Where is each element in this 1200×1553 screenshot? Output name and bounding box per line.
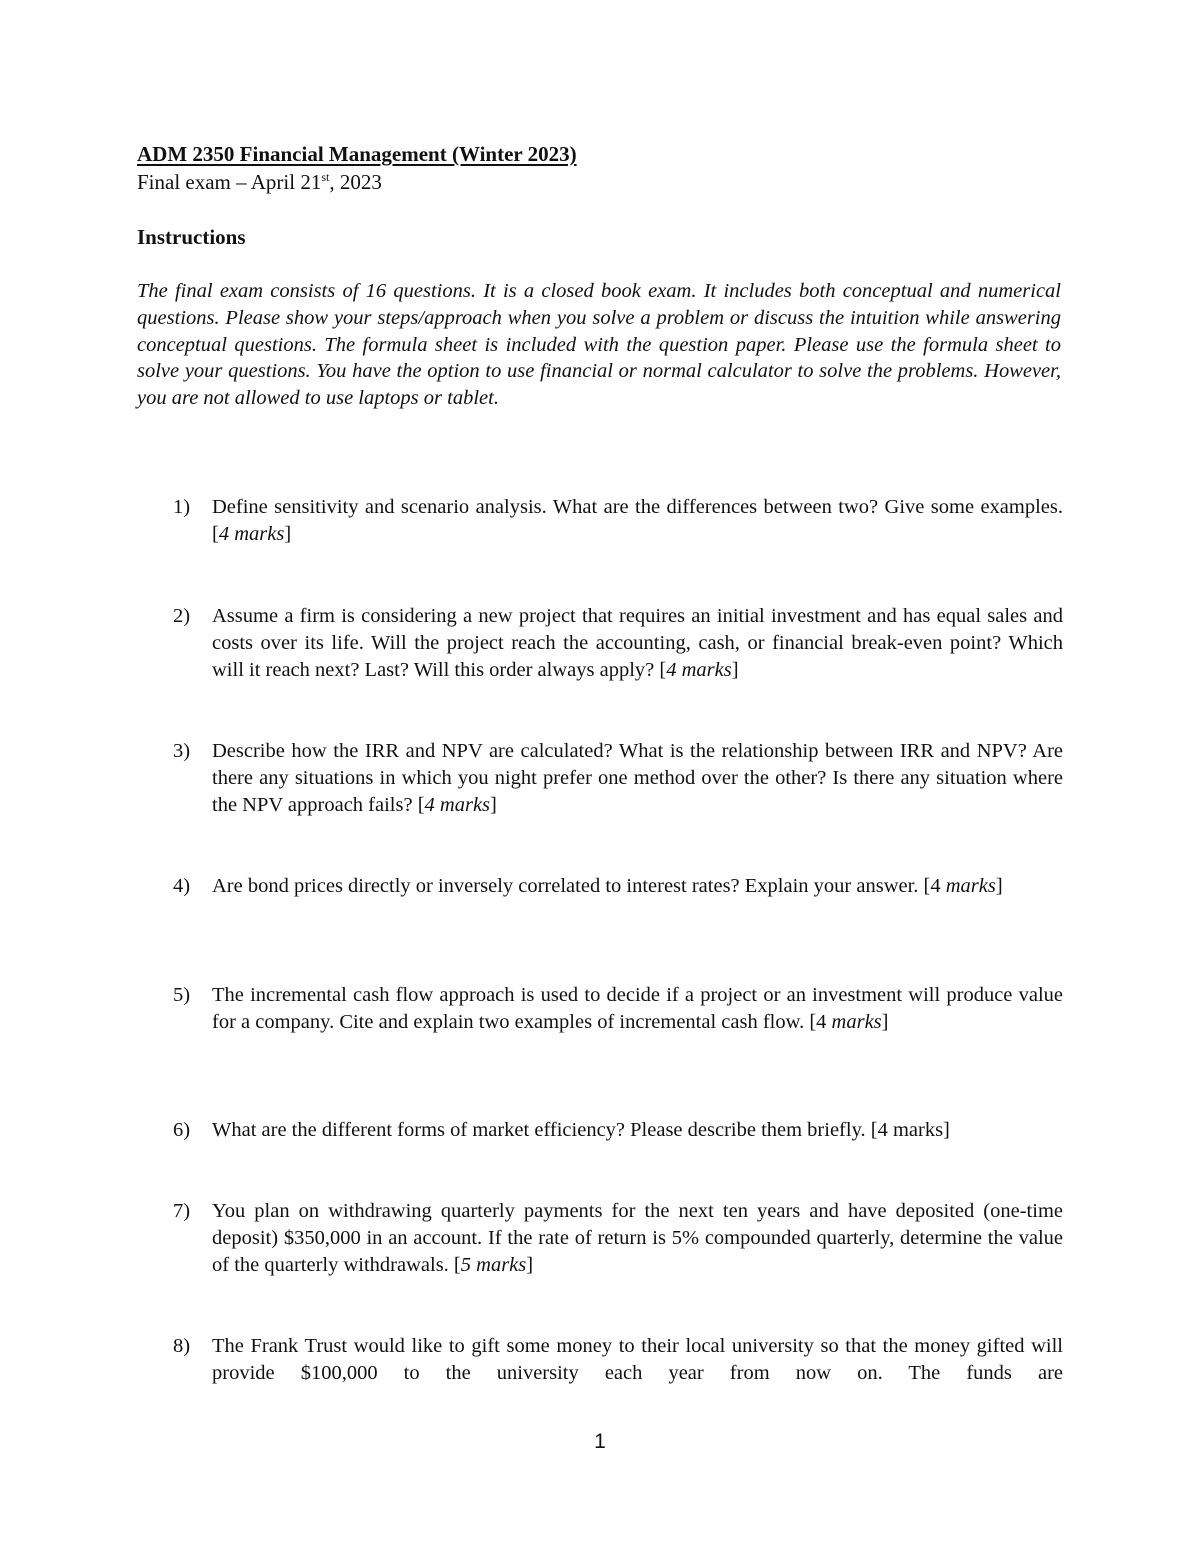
question-text	[212, 738, 1063, 819]
question-number: 2)	[173, 605, 191, 627]
question-number: 4)	[173, 875, 191, 897]
question-3	[173, 738, 1063, 819]
question-8	[173, 1333, 1063, 1387]
question-body: Assume a firm is considering a new project that requires an initial investment and has equal sales and costs over its life. Will the project reach the accounting, cash, or financial break-even point? Which will it reach next? Last? Will this order always apply? [	[212, 605, 1063, 681]
question-number: 7)	[173, 1200, 191, 1222]
exam-title: ADM 2350 Financial Management (Winter 2023)	[137, 142, 577, 166]
question-text	[212, 1117, 1063, 1144]
question-4	[173, 873, 1063, 900]
question-5	[173, 982, 1063, 1036]
exam-date	[137, 170, 382, 195]
exam-date-year: , 2023	[329, 170, 382, 194]
question-body: Define sensitivity and scenario analysis. What are the differences between two? Give some examples. [	[212, 496, 1063, 545]
question-bracket: ]	[284, 523, 292, 545]
question-body: You plan on withdrawing quarterly payments for the next ten years and have deposited (one-time deposit) $350,000 in an account. If the rate of return is 5% compounded quarterly, determine the value of the quarterly withdrawals. [	[212, 1200, 1063, 1276]
question-body: The Frank Trust would like to gift some money to their local university so that the money gifted will provide $100,000 to the university each year from now on. The funds are	[212, 1335, 1063, 1384]
question-body: The incremental cash flow approach is used to decide if a project or an investment will produce value for a company. Cite and explain two examples of incremental cash flow. [4	[212, 984, 1063, 1033]
question-text	[212, 603, 1063, 684]
question-bracket: ]	[526, 1254, 534, 1276]
question-bracket: ]	[731, 659, 739, 681]
page-number: 1	[594, 1430, 606, 1453]
question-number: 1)	[173, 496, 191, 518]
question-body: What are the different forms of market efficiency? Please describe them briefly. [4 marks]	[212, 1119, 950, 1141]
question-6	[173, 1117, 1063, 1144]
exam-date-text: Final exam – April 21	[137, 170, 322, 194]
question-text	[212, 1198, 1063, 1279]
instructions-heading: Instructions	[137, 225, 246, 249]
question-marks: 4 marks	[424, 794, 491, 816]
question-7	[173, 1198, 1063, 1279]
question-2	[173, 603, 1063, 684]
question-text	[212, 1333, 1063, 1387]
question-number: 5)	[173, 984, 191, 1006]
question-number: 3)	[173, 740, 191, 762]
question-bracket: ]	[995, 875, 1003, 897]
question-bracket: ]	[490, 794, 497, 816]
question-marks: 5 marks	[460, 1254, 527, 1276]
question-marks: 4 marks	[218, 523, 285, 545]
question-bracket: ]	[881, 1011, 889, 1033]
instructions-text: The final exam consists of 16 questions. It is a closed book exam. It includes both conceptual and numerical questions. Please show your steps/approach when you solve a problem or discuss the intuition while answering conceptual questions. The formula sheet is included with the question paper. Please use the formula sheet to solve your questions. You have the option to use financial or normal calculator to solve the problems. However, you are not allowed to use laptops or tablet.	[137, 280, 1061, 410]
question-number: 6)	[173, 1119, 191, 1141]
question-marks: marks	[945, 875, 996, 897]
question-number: 8)	[173, 1335, 191, 1357]
question-marks: marks	[831, 1011, 882, 1033]
question-text	[212, 873, 1063, 900]
question-text	[212, 494, 1063, 548]
question-body: Are bond prices directly or inversely correlated to interest rates? Explain your answer. [4	[212, 875, 946, 897]
question-body: Describe how the IRR and NPV are calculated? What is the relationship between IRR and NPV? Are there any situations in which you night prefer one method over the other? Is there any situation where the NPV approach fails? [	[212, 740, 1063, 816]
question-marks: 4 marks	[666, 659, 732, 681]
date-ordinal-suffix: st	[321, 170, 330, 184]
question-text	[212, 982, 1063, 1036]
question-1	[173, 494, 1063, 548]
